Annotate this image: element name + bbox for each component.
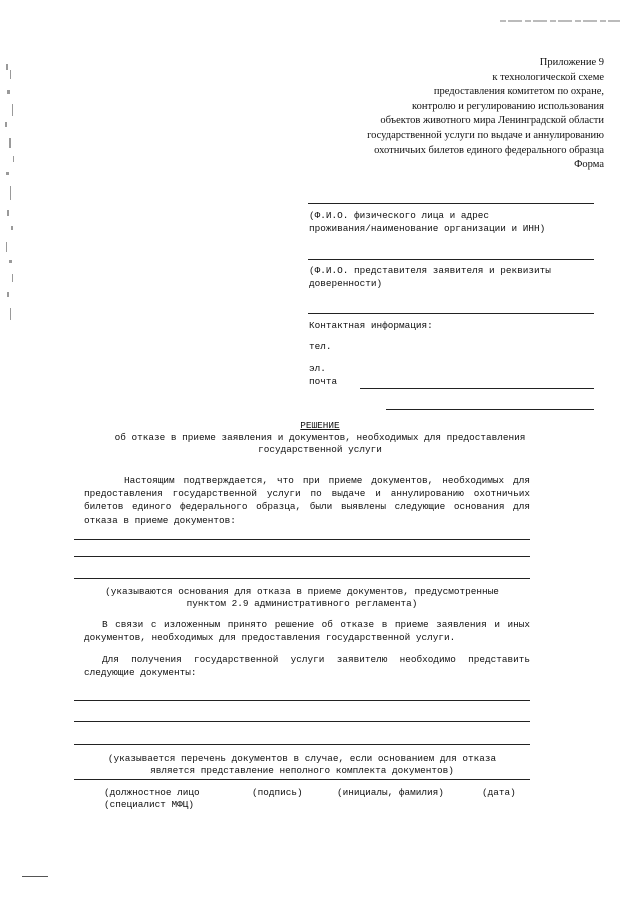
grounds-note-2: пунктом 2.9 административного регламента) xyxy=(186,598,418,609)
official-caption-1: (должностное лицо xyxy=(104,787,200,798)
phone-label: тел. xyxy=(309,341,332,352)
annex-header xyxy=(314,56,604,158)
signature-caption: (подпись) xyxy=(252,787,303,798)
decision-subtitle-1: об отказе в приеме заявления и документов, необходимых для предоставления xyxy=(114,432,526,443)
applicant-line xyxy=(308,203,594,204)
footer-mark xyxy=(22,876,48,877)
annex-line: контролю и регулированию использования xyxy=(412,100,604,112)
docs-line-3 xyxy=(74,744,530,745)
representative-line xyxy=(308,259,594,260)
grounds-note-1: (указываются основания для отказа в приеме документов, предусмотренные xyxy=(105,586,499,597)
extra-line xyxy=(386,409,594,410)
contact-label: Контактная информация: xyxy=(309,320,433,331)
decision-subtitle-2: государственной услуги xyxy=(258,444,382,455)
email-label-1: эл. xyxy=(309,363,326,374)
annex-line: Приложение 9 xyxy=(539,57,604,68)
date-caption: (дата) xyxy=(482,787,516,798)
email-label-2: почта xyxy=(309,376,338,387)
decision-title: РЕШЕНИЕ xyxy=(300,420,340,431)
paragraph-decision: В связи с изложенным принято решение об отказе в приеме заявления и иных документов, необходимых для предоставления государственной услуги. xyxy=(84,619,530,644)
scan-artifact-left xyxy=(4,60,28,330)
official-caption-2: (специалист МФЦ) xyxy=(104,799,195,810)
grounds-line-3 xyxy=(74,578,530,579)
paragraph-confirmation: Настоящим подтверждается, что при приеме документов, необходимых для предоставления государственной услуги по выдаче и аннулированию охотничьих билетов единого федерального образца, были выявлены следующие основания для отказа в приеме документов: xyxy=(84,475,530,526)
paragraph-required-docs: Для получения государственной услуги заявителю необходимо представить следующие документы: xyxy=(84,654,530,679)
form-label: Форма xyxy=(574,159,604,170)
docs-note-1: (указывается перечень документов в случае, если основанием для отказа xyxy=(107,753,497,764)
contact-line xyxy=(308,313,594,314)
docs-note-2: является представление неполного комплекта документов) xyxy=(150,765,454,776)
rep-caption-1: (Ф.И.О. представителя заявителя и реквизиты xyxy=(309,265,551,276)
docs-line-1 xyxy=(74,700,530,701)
fio-caption-1: (Ф.И.О. физического лица и адрес xyxy=(309,210,490,221)
annex-line: к технологической схеме xyxy=(492,71,604,83)
annex-line: государственной услуги по выдаче и аннулированию xyxy=(367,129,604,141)
signature-line xyxy=(74,779,530,780)
grounds-line-1 xyxy=(74,539,530,540)
docs-line-2 xyxy=(74,721,530,722)
annex-line: объектов животного мира Ленинградской области xyxy=(380,115,604,127)
email-line xyxy=(360,388,594,389)
grounds-line-2 xyxy=(74,556,530,557)
annex-line: предоставления комитетом по охране, xyxy=(433,86,604,98)
fio-caption-2: проживания/наименование организации и ИНН) xyxy=(309,223,546,234)
annex-line: охотничьих билетов единого федерального образца xyxy=(374,144,604,156)
rep-caption-2: доверенности) xyxy=(309,278,383,289)
initials-caption: (инициалы, фамилия) xyxy=(337,787,444,798)
scan-artifact-top xyxy=(500,20,620,22)
